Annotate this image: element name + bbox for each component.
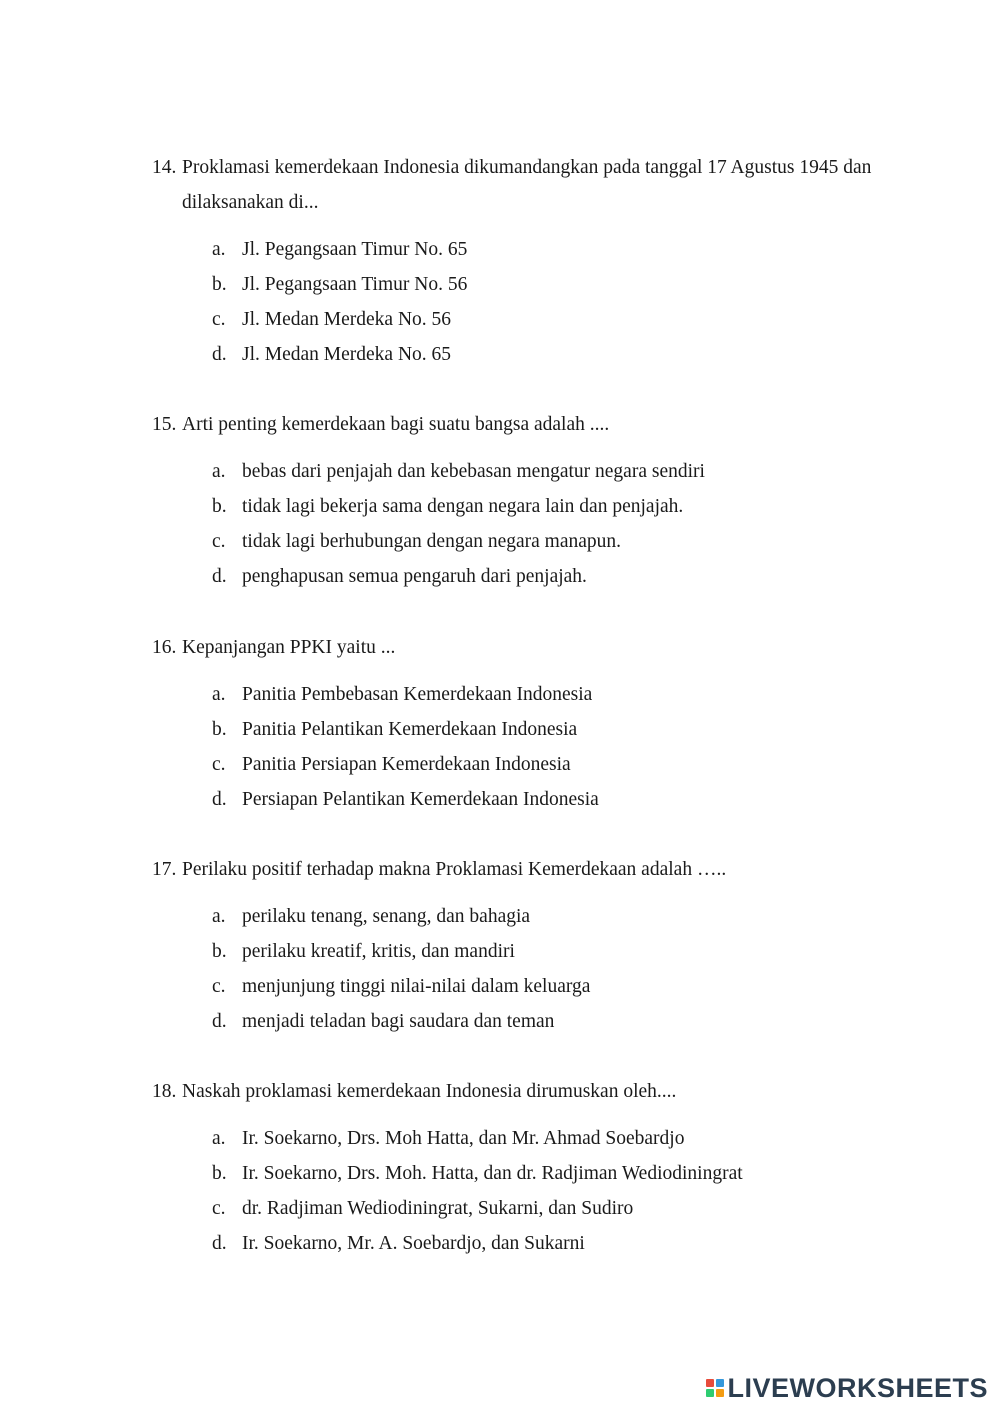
option-letter: d.: [212, 566, 227, 587]
option-letter: d.: [212, 1233, 227, 1254]
option-text: tidak lagi berhubungan dengan negara manapun.: [242, 531, 622, 552]
option-text: dr. Radjiman Wediodiningrat, Sukarni, dan Sudiro: [242, 1198, 634, 1219]
liveworksheets-logo: [706, 1371, 988, 1405]
question-16: [152, 630, 892, 817]
option-a: [152, 454, 892, 489]
logo-grid-icon: [706, 1379, 724, 1397]
option-list: [152, 232, 892, 372]
option-letter: a.: [212, 461, 226, 482]
option-text: menjunjung tinggi nilai-nilai dalam keluarga: [242, 976, 591, 997]
option-text: Jl. Medan Merdeka No. 56: [242, 309, 452, 330]
question-text: Arti penting kemerdekaan bagi suatu bangsa adalah ....: [182, 414, 610, 435]
option-b: [152, 1156, 892, 1191]
option-c: [152, 1191, 892, 1226]
option-text: Panitia Pembebasan Kemerdekaan Indonesia: [242, 684, 593, 705]
option-list: [152, 454, 892, 594]
option-d: [152, 1226, 892, 1261]
option-text: perilaku kreatif, kritis, dan mandiri: [242, 941, 515, 962]
option-text: penghapusan semua pengaruh dari penjajah.: [242, 566, 587, 587]
logo-square-1: [706, 1379, 714, 1387]
option-text: menjadi teladan bagi saudara dan teman: [242, 1011, 555, 1032]
option-list: [152, 899, 892, 1039]
option-text: Jl. Pegangsaan Timur No. 65: [242, 239, 468, 260]
question-text: Perilaku positif terhadap makna Proklamasi Kemerdekaan adalah …..: [182, 859, 727, 880]
option-text: perilaku tenang, senang, dan bahagia: [242, 906, 531, 927]
option-text: Panitia Pelantikan Kemerdekaan Indonesia: [242, 719, 578, 740]
option-letter: b.: [212, 719, 227, 740]
question-stem: [152, 852, 892, 887]
option-letter: d.: [212, 1011, 227, 1032]
question-stem: [152, 1074, 892, 1109]
option-a: [152, 899, 892, 934]
option-letter: b.: [212, 941, 227, 962]
option-letter: c.: [212, 1198, 226, 1219]
question-17: [152, 852, 892, 1039]
option-letter: b.: [212, 496, 227, 517]
option-letter: d.: [212, 344, 227, 365]
option-b: [152, 712, 892, 747]
option-text: Jl. Medan Merdeka No. 65: [242, 344, 452, 365]
question-text: Naskah proklamasi kemerdekaan Indonesia dirumuskan oleh....: [182, 1081, 677, 1102]
option-a: [152, 1121, 892, 1156]
option-letter: c.: [212, 531, 226, 552]
option-a: [152, 232, 892, 267]
option-letter: b.: [212, 1163, 227, 1184]
option-letter: a.: [212, 1128, 226, 1149]
option-text: Persiapan Pelantikan Kemerdekaan Indonesia: [242, 789, 599, 810]
option-text: Jl. Pegangsaan Timur No. 56: [242, 274, 468, 295]
question-text: Kepanjangan PPKI yaitu ...: [182, 637, 396, 658]
logo-text: LIVEWORKSHEETS: [727, 1372, 988, 1403]
question-text: Proklamasi kemerdekaan Indonesia dikumandangkan pada tanggal 17 Agustus 1945 dan dilaksanakan di...: [182, 157, 872, 213]
question-number: 16.: [152, 637, 177, 658]
option-b: [152, 267, 892, 302]
question-stem: [152, 630, 892, 665]
option-letter: c.: [212, 976, 226, 997]
logo-square-4: [716, 1389, 724, 1397]
option-text: Ir. Soekarno, Drs. Moh Hatta, dan Mr. Ahmad Soebardjo: [242, 1128, 685, 1149]
question-14: [152, 150, 892, 372]
question-number: 17.: [152, 859, 177, 880]
question-stem: [152, 407, 892, 442]
option-list: [152, 677, 892, 817]
option-d: [152, 1004, 892, 1039]
option-letter: a.: [212, 906, 226, 927]
option-letter: d.: [212, 789, 227, 810]
logo-square-2: [716, 1379, 724, 1387]
question-number: 15.: [152, 414, 177, 435]
option-a: [152, 677, 892, 712]
logo-square-3: [706, 1389, 714, 1397]
option-d: [152, 782, 892, 817]
option-text: bebas dari penjajah dan kebebasan mengatur negara sendiri: [242, 461, 705, 482]
question-number: 14.: [152, 157, 177, 178]
option-list: [152, 1121, 892, 1261]
option-letter: a.: [212, 684, 226, 705]
option-c: [152, 302, 892, 337]
option-c: [152, 969, 892, 1004]
question-number: 18.: [152, 1081, 177, 1102]
option-d: [152, 559, 892, 594]
option-text: Ir. Soekarno, Mr. A. Soebardjo, dan Sukarni: [242, 1233, 585, 1254]
question-18: [152, 1074, 892, 1261]
option-text: Ir. Soekarno, Drs. Moh. Hatta, dan dr. Radjiman Wediodiningrat: [242, 1163, 743, 1184]
option-b: [152, 934, 892, 969]
option-letter: c.: [212, 754, 226, 775]
option-letter: b.: [212, 274, 227, 295]
option-letter: c.: [212, 309, 226, 330]
question-stem: [152, 150, 892, 220]
question-15: [152, 407, 892, 594]
option-text: tidak lagi bekerja sama dengan negara lain dan penjajah.: [242, 496, 684, 517]
option-letter: a.: [212, 239, 226, 260]
option-d: [152, 337, 892, 372]
option-b: [152, 489, 892, 524]
option-c: [152, 524, 892, 559]
option-c: [152, 747, 892, 782]
option-text: Panitia Persiapan Kemerdekaan Indonesia: [242, 754, 571, 775]
